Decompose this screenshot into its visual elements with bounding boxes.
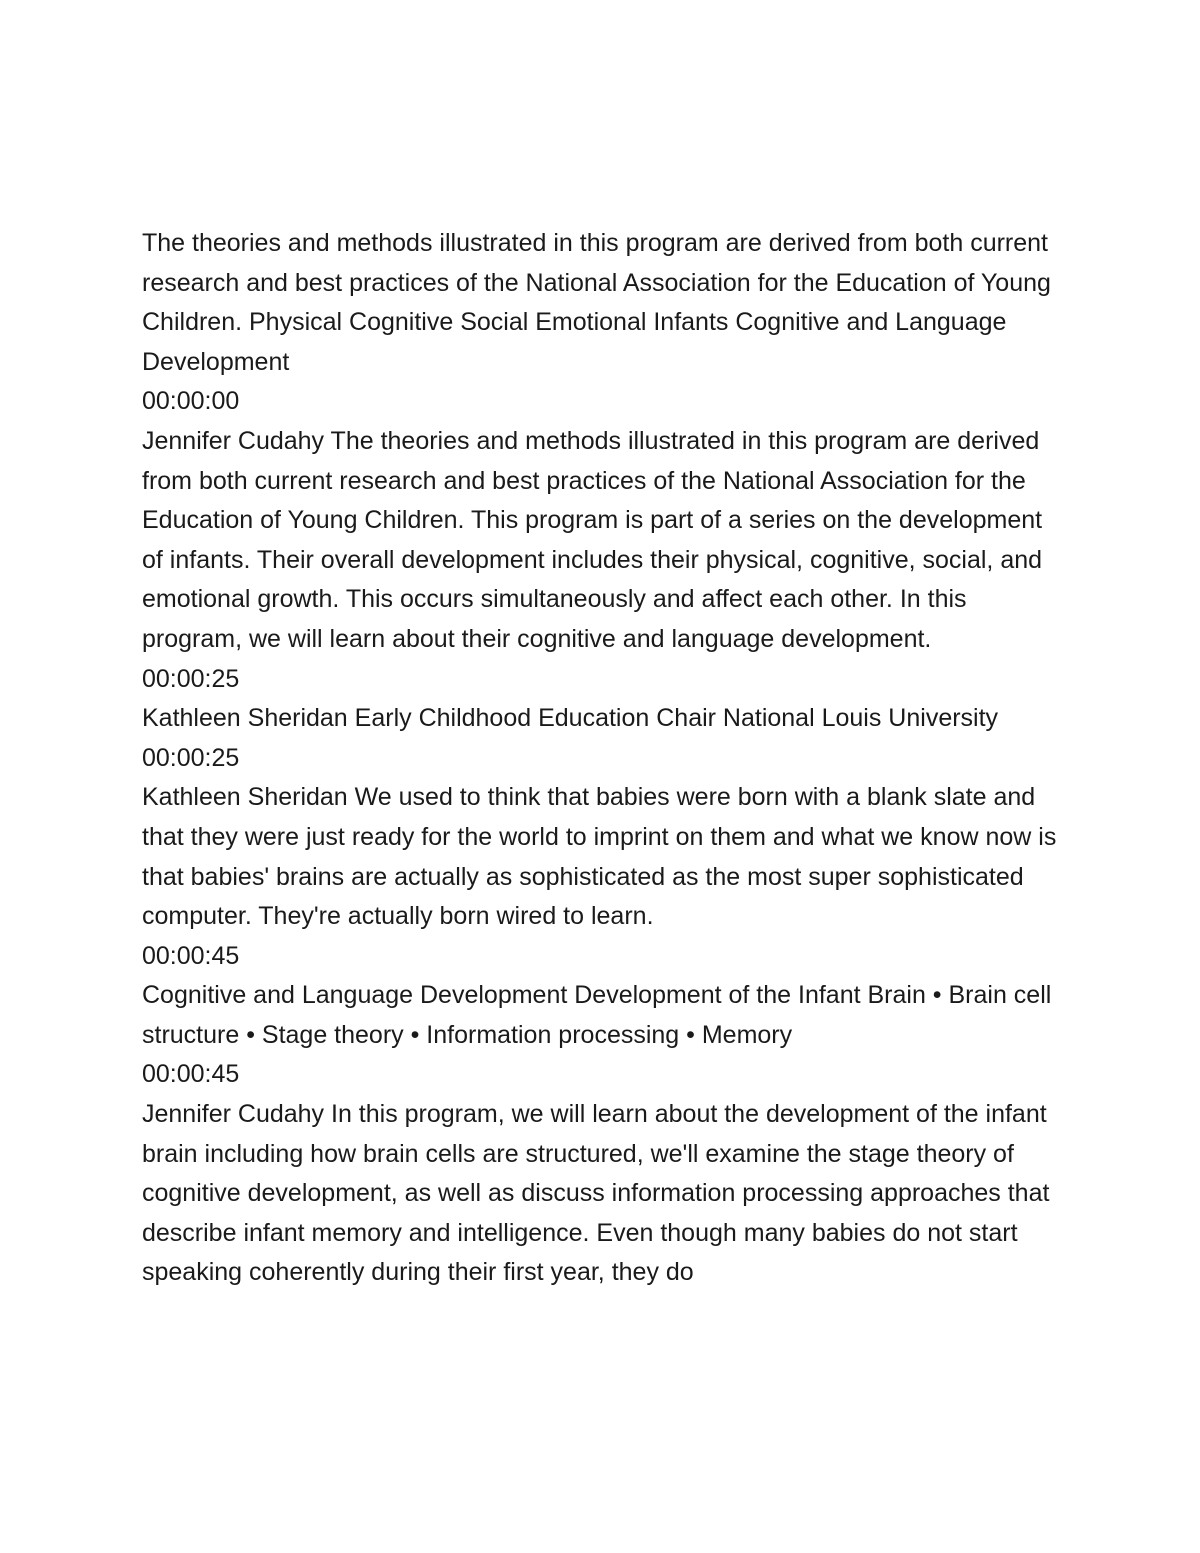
timestamp: 00:00:00 (142, 387, 240, 416)
speaker-caption: Kathleen Sheridan Early Childhood Education Chair National Louis University (142, 704, 999, 733)
timestamp: 00:00:25 (142, 664, 240, 693)
timestamp: 00:00:25 (142, 743, 240, 772)
timestamp: 00:00:45 (142, 1060, 240, 1089)
narration-paragraph: Jennifer Cudahy In this program, we will learn about the development of the infant brain including how brain cells are structured, we'll examine the stage theory of cognitive development, as well as discuss information processing approaches that describe infant memory and intelligence. Even though many babies do not start speaking coherently during their first year, they do (142, 1100, 1050, 1287)
narration-paragraph: Kathleen Sheridan We used to think that babies were born with a blank slate and that they were just ready for the world to imprint on them and what we know now is that babies' brains are actually as sophisticated as the most super sophisticated computer. They're actually born wired to learn. (142, 783, 1057, 931)
section-outline: Cognitive and Language Development Development of the Infant Brain • Brain cell structure • Stage theory • Information processing • Memory (142, 981, 1052, 1049)
narration-paragraph: Jennifer Cudahy The theories and methods illustrated in this program are derived from both current research and best practices of the National Association for the Education of Young Children. This program is part of a series on the development of infants. Their overall development includes their physical, cognitive, social, and emotional growth. This occurs simultaneously and affect each other. In this program, we will learn about their cognitive and language development. (142, 426, 1043, 653)
intro-paragraph: The theories and methods illustrated in this program are derived from both current research and best practices of the National Association for the Education of Young Children. Physical Cognitive Social Emotional Infants Cognitive and Language Development (142, 229, 1051, 376)
timestamp: 00:00:45 (142, 941, 240, 970)
transcript-body (142, 224, 1062, 1293)
